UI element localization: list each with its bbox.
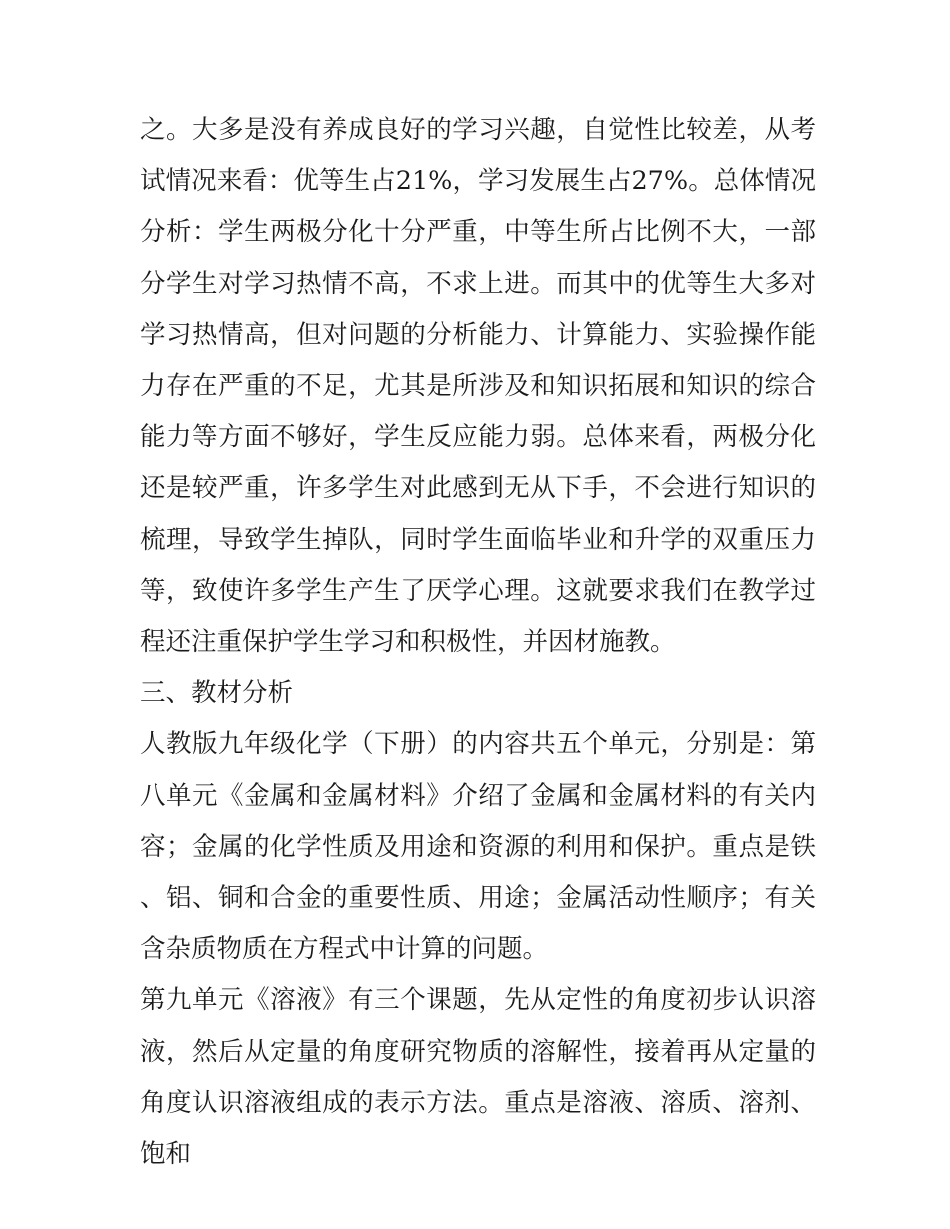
section-heading: 三、教材分析: [140, 678, 294, 709]
textbook-overview-paragraph: 人教版九年级化学（下册）的内容共五个单元，分别是：第八单元《金属和金属材料》介绍了金属和金属材料的有关内容；金属的化学性质及用途和资源的利用和保护。重点是铁、铝、铜和合金的重要性质、用途；金属活动性顺序；有关含杂质物质在方程式中计算的问题。: [140, 729, 816, 965]
unit-nine-paragraph: 第九单元《溶液》有三个课题，先从定性的角度初步认识溶液，然后从定量的角度研究物质的溶解性，接着再从定量的角度认识溶液组成的表示方法。重点是溶液、溶质、溶剂、饱和: [140, 985, 816, 1170]
document-body: [140, 105, 816, 1180]
analysis-paragraph: 之。大多是没有养成良好的学习兴趣，自觉性比较差，从考试情况来看：优等生占21%，学习发展生占27%。总体情况分析：学生两极分化十分严重，中等生所占比例不大，一部分学生对学习热情不高，不求上进。而其中的优等生大多对学习热情高，但对问题的分析能力、计算能力、实验操作能力存在严重的不足，尤其是所涉及和知识拓展和知识的综合能力等方面不够好，学生反应能力弱。总体来看，两极分化还是较严重，许多学生对此感到无从下手，不会进行知识的梳理，导致学生掉队，同时学生面临毕业和升学的双重压力等，致使许多学生产生了厌学心理。这就要求我们在教学过程还注重保护学生学习和积极性，并因材施教。: [140, 115, 816, 658]
